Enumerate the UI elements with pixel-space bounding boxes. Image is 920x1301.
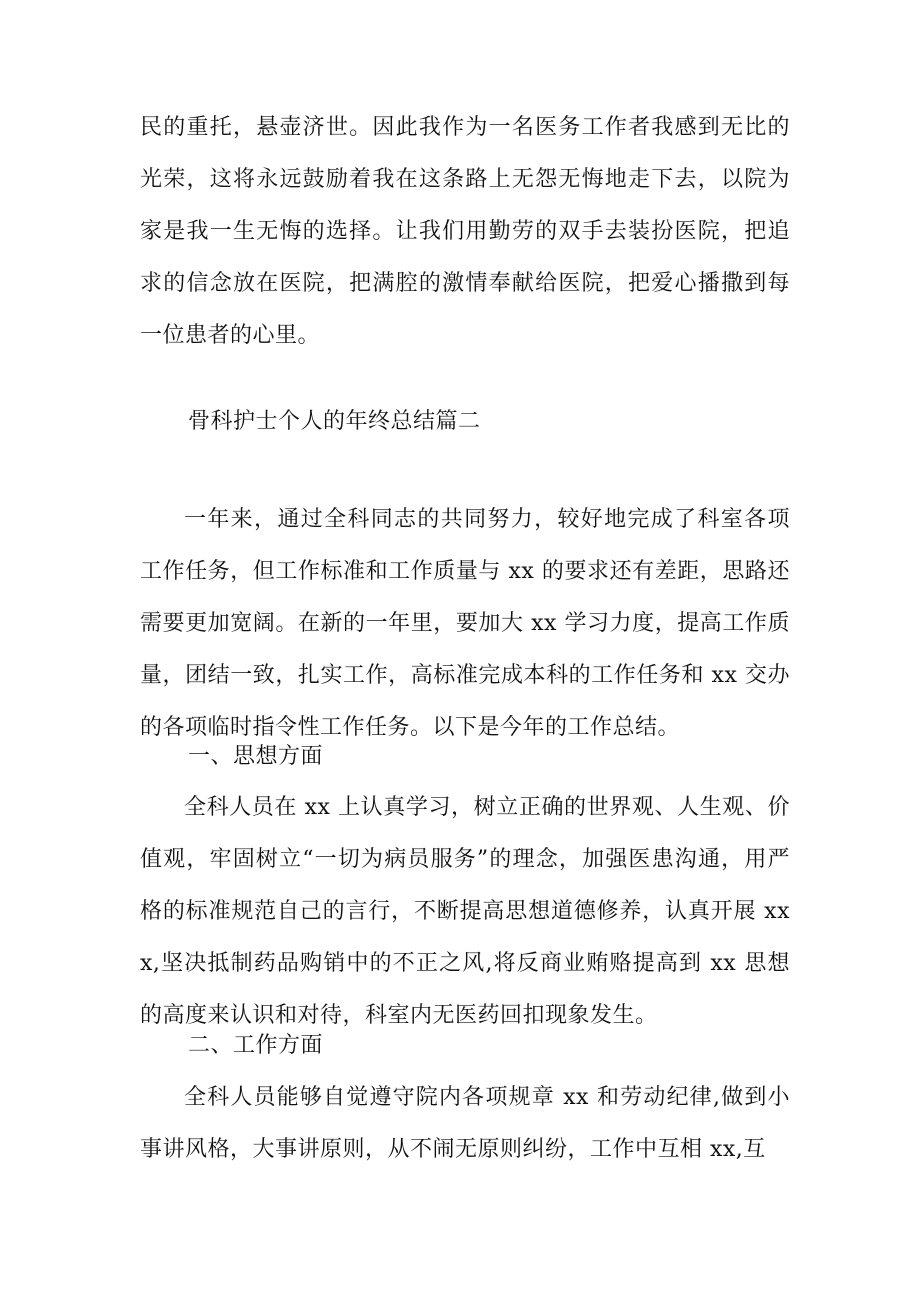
work-paragraph: 全科人员能够自觉遵守院内各项规章 xx 和劳动纪律,做到小事讲风格，大事讲原则，从不闹无原则纠纷，工作中互相 xx,互 — [140, 1085, 790, 1162]
heading-work: 二、工作方面 — [188, 1033, 324, 1058]
heading-thought: 一、思想方面 — [188, 744, 324, 769]
summary-paragraph: 一年来，通过全科同志的共同努力，较好地完成了科室各项工作任务，但工作标准和工作质量与 xx 的要求还有差距，思路还需要更加宽阔。在新的一年里，要加大 xx 学习力度，提高工作质量，团结一致，扎实工作，高标准完成本科的工作任务和 xx 交办的各项临时指令性工作任务。以下是今年的工作总结。 — [140, 507, 790, 740]
intro-paragraph: 民的重托，悬壶济世。因此我作为一名医务工作者我感到无比的光荣，这将永远鼓励着我在这条路上无怨无悔地走下去，以院为家是我一生无悔的选择。让我们用勤劳的双手去装扮医院，把追求的信念放在医院，把满腔的激情奉献给医院，把爱心播撒到每一位患者的心里。 — [140, 115, 790, 348]
section-title: 骨科护士个人的年终总结篇二 — [188, 409, 481, 434]
thought-paragraph: 全科人员在 xx 上认真学习，树立正确的世界观、人生观、价值观，牢固树立“一切为病员服务”的理念，加强医患沟通，用严格的标准规范自己的言行，不断提高思想道德修养，认真开展 xxx,坚决抵制药品购销中的不正之风,将反商业贿赂提高到 xx 思想的高度来认识和对待，科室内无医药回扣现象发生。 — [140, 795, 790, 1028]
